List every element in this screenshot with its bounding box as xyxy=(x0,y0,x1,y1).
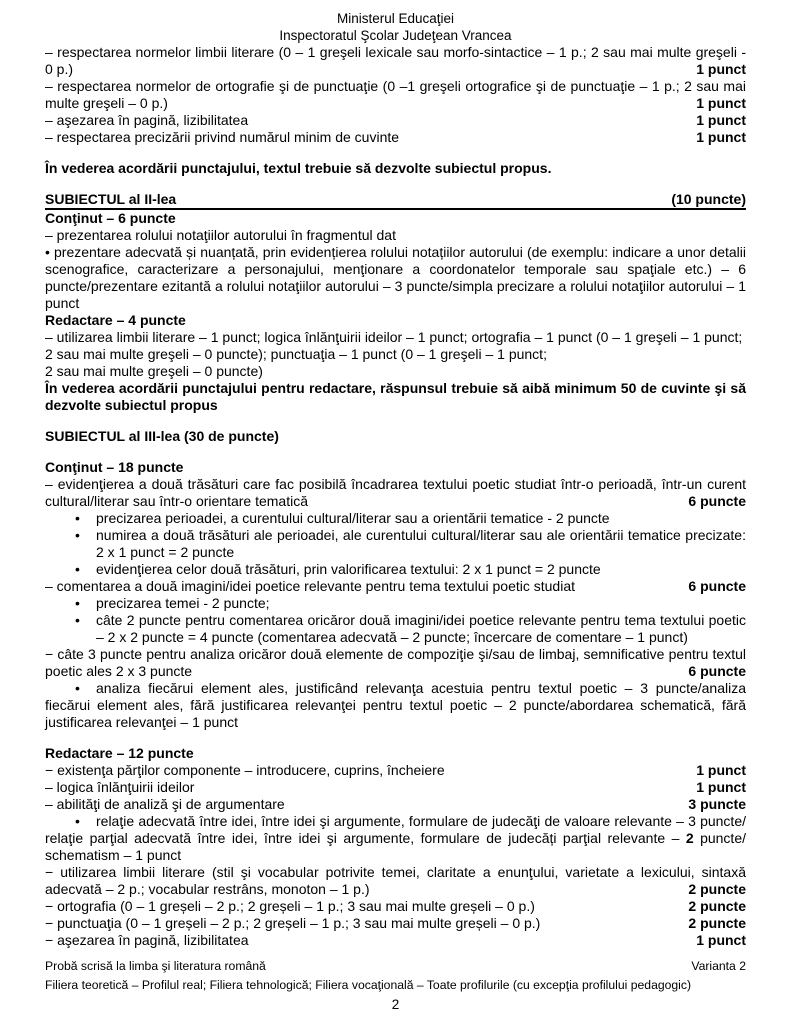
bullet-item: • numirea a două trăsături ale perioadei, ale curentului cultural/literar sau ale orientării tematice precizate: 2 x 1 punct = 2 puncte xyxy=(75,527,746,560)
rubric-line: 2 sau mai multe greşeli – 0 puncte); punctuaţia – 1 punct (0 – 1 greşeli – 1 punct; xyxy=(45,346,547,362)
rubric-line: − aşezarea în pagină, lizibilitatea 1 punct xyxy=(45,932,746,948)
subject-total-points: (10 puncte) xyxy=(671,191,746,207)
score-value: 1 punct xyxy=(696,932,746,948)
score-value: 2 puncte xyxy=(688,881,746,897)
rubric-line: – respectarea normelor de ortografie şi de punctuaţie (0 –1 greşeli ortografice şi de punctuaţie – 1 p.; 2 sau mai multe greşeli – 0 p.) 1 punct xyxy=(45,78,746,111)
doc-footer xyxy=(45,957,746,1014)
score-value: 1 punct xyxy=(696,61,746,77)
subject-3-heading: SUBIECTUL al III-lea (30 de puncte) xyxy=(45,428,279,444)
doc-header xyxy=(45,10,746,44)
rubric-line: – aşezarea în pagină, lizibilitatea 1 punct xyxy=(45,112,746,128)
section-heading: Conţinut – 18 puncte xyxy=(45,459,184,475)
bullet-marker-icon: • xyxy=(75,561,80,577)
bullet-marker-icon: • xyxy=(75,680,80,696)
footer-variant: Varianta 2 xyxy=(691,959,746,973)
blank-line xyxy=(45,146,746,160)
score-value: 1 punct xyxy=(696,129,746,145)
ministry-line: Ministerul Educaţiei xyxy=(336,11,455,26)
inline-bold-value: 2 xyxy=(685,830,694,846)
score-value: 2 puncte xyxy=(688,915,746,931)
section-heading: Redactare – 12 puncte xyxy=(45,745,194,761)
score-value: 2 puncte xyxy=(688,898,746,914)
rubric-line: − ortografia (0 – 1 greșeli – 2 p.; 2 greșeli – 1 p.; 3 sau mai multe greșeli – 0 p.) 2 puncte xyxy=(45,898,746,914)
bullet-marker-icon: • xyxy=(75,510,80,526)
score-value: 1 punct xyxy=(696,762,746,778)
rubric-line: – prezentarea rolului notaţiilor autorului în fragmentul dat xyxy=(45,227,396,243)
document-content xyxy=(45,10,746,949)
bullet-item: • precizarea perioadei, a curentului cultural/literar sau a orientării tematice - 2 puncte xyxy=(75,510,610,526)
section-heading: Redactare – 4 puncte xyxy=(45,312,186,328)
footer-exam-title: Probă scrisă la limba şi literatura română xyxy=(45,959,266,973)
section-heading: Conţinut – 6 puncte xyxy=(45,210,176,226)
score-value: 3 puncte xyxy=(688,796,746,812)
subject-2-heading xyxy=(45,191,746,210)
page-number: 2 xyxy=(391,997,400,1012)
bullet-item: • relaţie adecvată între idei, între idei şi argumente, formulare de judecăţi de valoare relevante – 3 puncte/ relaţie parţial adecvată între idei, între idei şi argumente, formulare de judecăți parţial relevante – 2 puncte/ schematism – 1 punct xyxy=(45,813,746,863)
rubric-detail: • prezentare adecvată și nuanțată, prin evidențierea rolului notațiilor autorului (de exemplu: indicare a unor detalii scenografice, caracterizare a personajului, menţionare a coordonatelor temporale sau spaţiale etc.) – 6 puncte/prezentare ezitantă a rolului notaţiilor autorului – 3 puncte/simpla precizare a rolului notaţiilor autorului – 1 punct xyxy=(45,244,746,311)
bullet-marker-icon: • xyxy=(75,813,80,829)
score-value: 1 punct xyxy=(696,112,746,128)
score-value: 1 punct xyxy=(696,779,746,795)
rubric-line: − punctuaţia (0 – 1 greșeli – 2 p.; 2 greșeli – 1 p.; 3 sau mai multe greșeli – 0 p.) 2 puncte xyxy=(45,915,746,931)
score-value: 6 puncte xyxy=(688,578,746,594)
footer-filiera: Filiera teoretică – Profilul real; Filiera tehnologică; Filiera vocaţională – Toate profilurile (cu excepţia profilului pedagogic) xyxy=(45,978,692,992)
rubric-line: − utilizarea limbii literare (stil şi vocabular potrivite temei, claritate a enunţului, varietate a lexicului, sintaxă adecvată – 2 p.; vocabular restrâns, monoton – 1 p.) 2 puncte xyxy=(45,864,746,897)
rubric-line: – respectarea normelor limbii literare (0 – 1 greşeli lexicale sau morfo-sintactice – 1 p.; 2 sau mai multe greşeli - 0 p.) 1 punct xyxy=(45,44,746,77)
instruction-note: În vederea acordării punctajului pentru redactare, răspunsul trebuie să aibă minimum 50 de cuvinte şi să dezvolte subiectul propus xyxy=(45,380,746,413)
blank-line xyxy=(45,414,746,428)
bullet-item: • analiza fiecărui element ales, justificând relevanţa acestuia pentru textul poetic – 3 puncte/analiza fiecărui element ales, fără justificarea relevanţei pentru textul poetic – 2 puncte/abordarea schematică, fără justificarea relevanţei – 1 punct xyxy=(45,680,746,730)
rubric-line: 2 sau mai multe greşeli – 0 puncte) xyxy=(45,363,263,379)
rubric-line: – comentarea a două imagini/idei poetice relevante pentru tema textului poetic studiat 6 puncte xyxy=(45,578,746,594)
rubric-line: – evidenţierea a două trăsături care fac posibilă încadrarea textului poetic studiat într-o perioadă, într-un curent cultural/literar sau într-o orientare tematică 6 puncte xyxy=(45,476,746,509)
bullet-item: • evidenţierea celor două trăsături, prin valorificarea textului: 2 x 1 punct = 2 puncte xyxy=(75,561,601,577)
rubric-line: – respectarea precizării privind numărul minim de cuvinte 1 punct xyxy=(45,129,746,145)
bullet-item: • câte 2 puncte pentru comentarea oricăror două imagini/idei poetice relevante pentru tema textului poetic – 2 x 2 puncte = 4 puncte (comentarea adecvată – 2 puncte; încercare de comentare – 1 punct) xyxy=(75,612,746,645)
score-value: 1 punct xyxy=(696,95,746,111)
blank-line xyxy=(45,445,746,459)
bullet-marker-icon: • xyxy=(75,595,80,611)
blank-line xyxy=(45,731,746,745)
bullet-item: • precizarea temei - 2 puncte; xyxy=(75,595,270,611)
bullet-marker-icon: • xyxy=(75,612,80,628)
bullet-marker-icon: • xyxy=(75,527,80,543)
instruction-note: În vederea acordării punctajului, textul trebuie să dezvolte subiectul propus. xyxy=(45,160,552,176)
rubric-line: − existenţa părţilor componente – introducere, cuprins, încheiere 1 punct xyxy=(45,762,746,778)
blank-line xyxy=(45,177,746,191)
rubric-line: – utilizarea limbii literare – 1 punct; logica înlănţuirii ideilor – 1 punct; ortografia – 1 punct (0 – 1 greşeli – 1 punct; xyxy=(45,329,743,345)
rubric-line: – abilităţi de analiză şi de argumentare 3 puncte xyxy=(45,796,746,812)
rubric-line: − câte 3 puncte pentru analiza oricăror două elemente de compoziţie şi/sau de limbaj, semnificative pentru textul poetic ales 2 x 3 puncte 6 puncte xyxy=(45,646,746,679)
rubric-line: – logica înlănţuirii ideilor 1 punct xyxy=(45,779,746,795)
score-value: 6 puncte xyxy=(688,493,746,509)
subject-title: SUBIECTUL al II-lea xyxy=(45,191,177,207)
score-value: 6 puncte xyxy=(688,663,746,679)
footer-row xyxy=(45,957,746,976)
inspectorate-line: Inspectoratul Şcolar Judeţean Vrancea xyxy=(279,28,512,43)
